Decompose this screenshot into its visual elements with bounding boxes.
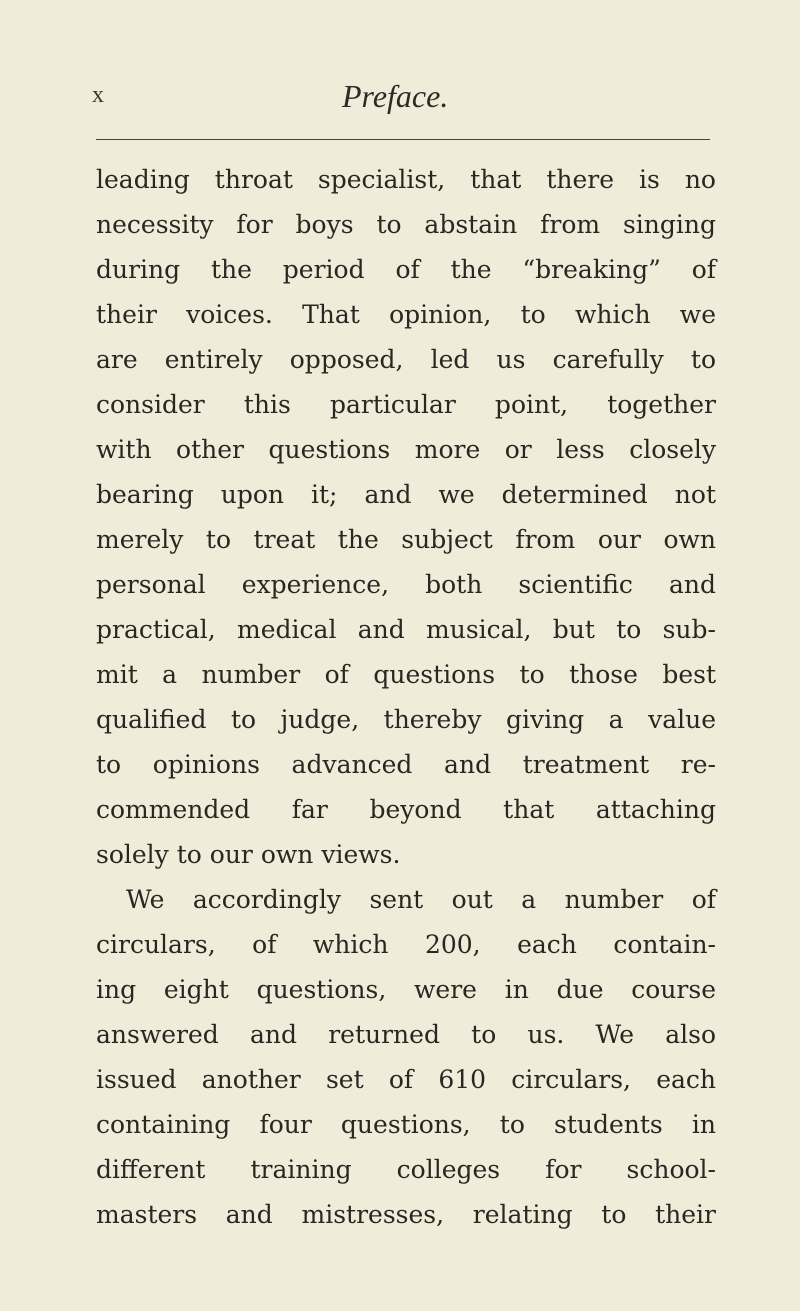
text-line: merely to treat the subject from our own: [96, 525, 716, 554]
running-head: [92, 78, 712, 122]
text-line: to opinions advanced and treatment re-: [96, 750, 716, 779]
text-line: ing eight questions, were in due course: [96, 975, 716, 1004]
text-line: issued another set of 610 circulars, each: [96, 1065, 716, 1094]
text-line: necessity for boys to abstain from singing: [96, 210, 716, 239]
paragraph-start-line: We accordingly sent out a number of: [126, 885, 716, 914]
text-line: are entirely opposed, led us carefully to: [96, 345, 716, 374]
text-line: mit a number of questions to those best: [96, 660, 716, 689]
text-line: commended far beyond that attaching: [96, 795, 716, 824]
text-line: practical, medical and musical, but to sub-: [96, 615, 716, 644]
text-line: masters and mistresses, relating to their: [96, 1200, 716, 1229]
text-line: circulars, of which 200, each contain-: [96, 930, 716, 959]
text-line: containing four questions, to students in: [96, 1110, 716, 1139]
text-line: different training colleges for school-: [96, 1155, 716, 1184]
running-title: Preface.: [342, 78, 449, 114]
text-line: their voices. That opinion, to which we: [96, 300, 716, 329]
body-text: [96, 160, 716, 1240]
text-line: answered and returned to us. We also: [96, 1020, 716, 1049]
text-line: bearing upon it; and we determined not: [96, 480, 716, 509]
page-number: x: [92, 82, 105, 108]
text-line: with other questions more or less closely: [96, 435, 716, 464]
header-rule: [96, 139, 710, 140]
text-line: during the period of the “breaking” of: [96, 255, 716, 284]
text-line: qualified to judge, thereby giving a value: [96, 705, 716, 734]
text-line: leading throat specialist, that there is no: [96, 165, 716, 194]
paragraph-end-line: solely to our own views.: [96, 840, 401, 869]
text-line: personal experience, both scientific and: [96, 570, 716, 599]
text-line: consider this particular point, together: [96, 390, 716, 419]
